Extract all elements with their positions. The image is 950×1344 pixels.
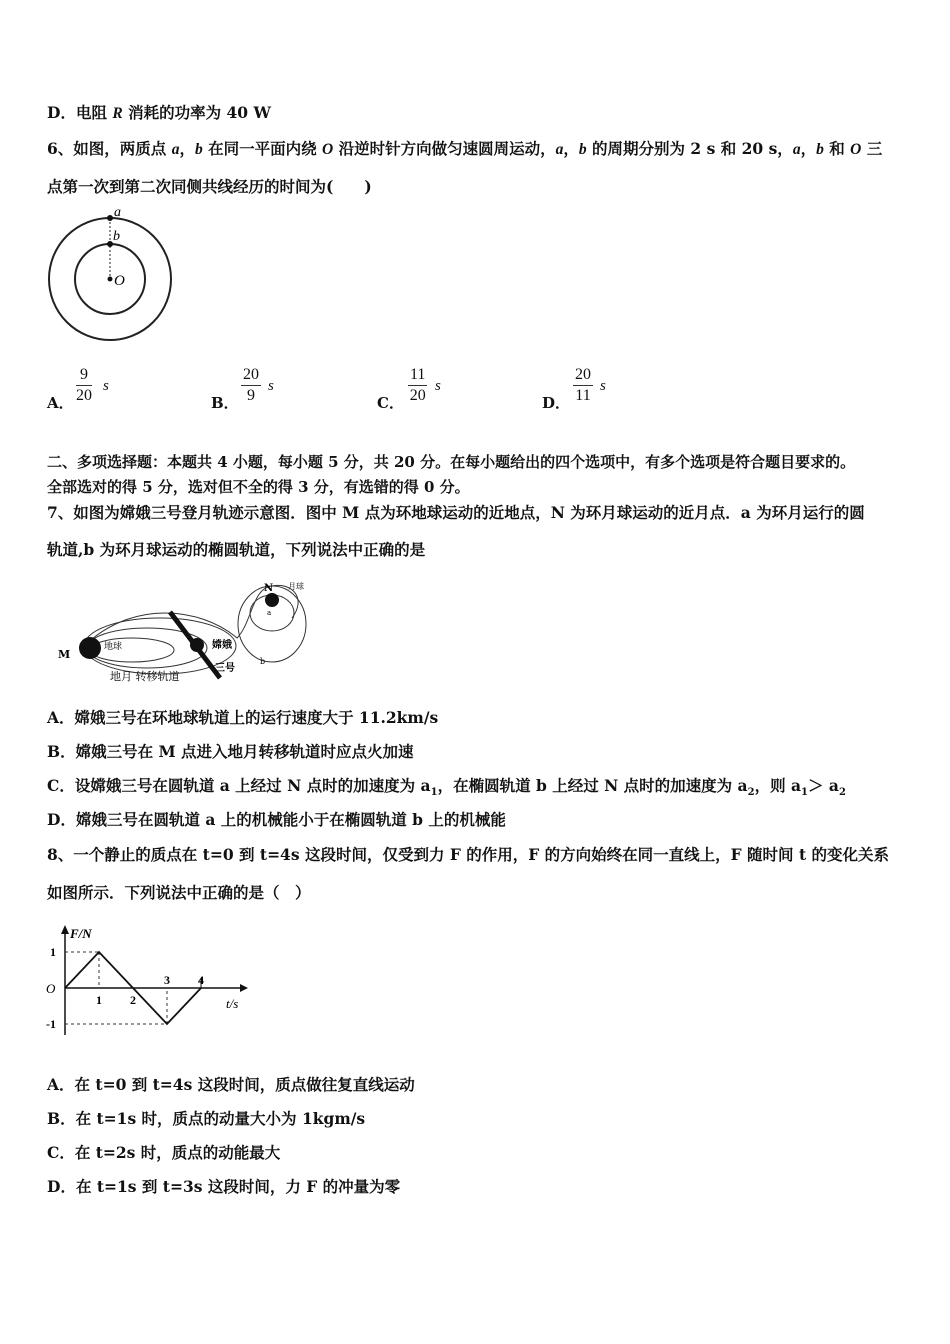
point-a (107, 215, 113, 221)
denominator: 9 (247, 387, 255, 404)
q6-text: 三 (861, 139, 883, 158)
option-text: 设嫦娥三号在圆轨道 a 上经过 N 点时的加速度为 a (74, 776, 431, 795)
option-text: 在 t=1s 时，质点的动量大小为 1kgm/s (75, 1109, 366, 1128)
y-tick-label: -1 (46, 1017, 56, 1031)
numerator: 9 (76, 366, 92, 386)
fraction (408, 366, 427, 405)
section2-heading-line2: 全部选对的得 5 分，选对但不全的得 3 分，有选错的得 0 分。 (47, 478, 470, 496)
q6-var: a (555, 141, 564, 158)
q6-var: a (171, 141, 180, 158)
q6-text: ， (179, 139, 195, 158)
subscript: 1 (801, 787, 808, 799)
label-m: M (58, 648, 71, 661)
x-tick-label: 4 (198, 973, 204, 987)
q6-var: a (792, 141, 801, 158)
label-transfer: 地月 转移轨道 (110, 670, 180, 683)
option-text: 在 t=0 到 t=4s 这段时间，质点做往复直线运动 (74, 1075, 415, 1094)
label-a: a (114, 205, 121, 220)
option-text: 嫦娥三号在环地球轨道上的运行速度大于 11.2km/s (74, 708, 439, 727)
q8-force-time-chart (40, 920, 250, 1050)
option-label: D． (542, 394, 571, 412)
q7-option-a[interactable] (47, 706, 438, 728)
option-label: C． (47, 776, 75, 795)
denominator: 11 (575, 387, 591, 404)
option-text: 在 t=2s 时，质点的动能最大 (74, 1143, 281, 1162)
label-a: a (267, 609, 272, 617)
q6-text: 沿逆时针方向做匀速圆周运动， (333, 139, 556, 158)
numerator: 20 (241, 366, 261, 386)
unit: s (435, 378, 441, 394)
q5-option-d-label: D． (47, 103, 76, 122)
q5-option-d-pre: 电阻 (75, 103, 113, 122)
label-b: b (260, 657, 266, 666)
q6-stem-line1 (47, 137, 882, 159)
label-b: b (113, 229, 120, 244)
x-tick-label: 1 (96, 993, 102, 1007)
q6-text: 在同一平面内绕 (202, 139, 322, 158)
option-label: B． (47, 1109, 76, 1128)
q7-trajectory-figure (52, 578, 322, 688)
fraction (76, 366, 92, 405)
q5-option-d-var: R (112, 105, 123, 122)
q8-stem-line2: 如图所示．下列说法中正确的是（ ） (47, 883, 311, 902)
y-axis-label: F/N (70, 926, 92, 941)
q7-stem-line1: 7、如图为嫦娥三号登月轨迹示意图．图中 M 点为环地球运动的近地点，N 为环月球运动的近月点．a 为环月运行的圆 (47, 503, 865, 522)
q8-stem-line1: 8、一个静止的质点在 t=0 到 t=4s 这段时间，仅受到力 F 的作用，F 的方向始终在同一直线上，F 随时间 t 的变化关系 (47, 845, 890, 864)
earth (79, 637, 101, 659)
spacecraft (190, 638, 204, 652)
q8-option-c[interactable] (47, 1141, 280, 1163)
option-text: ，在椭圆轨道 b 上经过 N 点时的加速度为 a (437, 776, 748, 795)
q7-option-b[interactable] (47, 740, 414, 762)
option-text: 嫦娥三号在 M 点进入地月转移轨道时应点火加速 (75, 742, 414, 761)
numerator: 20 (573, 366, 593, 386)
q6-text: 6、如图，两质点 (47, 139, 172, 158)
q6-text: ， (563, 139, 579, 158)
q6-var: O (850, 141, 862, 158)
option-label: D． (47, 810, 76, 829)
q8-option-d[interactable] (47, 1175, 400, 1197)
option-label: B． (211, 394, 239, 412)
q6-text: 和 (823, 139, 851, 158)
q8-option-a[interactable] (47, 1073, 415, 1095)
subscript: 2 (838, 787, 846, 799)
option-label: D． (47, 1177, 76, 1196)
option-label: C． (377, 394, 404, 412)
q6-var: b (578, 141, 587, 158)
option-label: C． (47, 1143, 75, 1162)
numerator: 11 (408, 366, 427, 386)
label-change2: 三号 (215, 663, 235, 674)
option-text: ＞ a (808, 776, 839, 795)
option-label: B． (47, 742, 76, 761)
q6-circles-figure (45, 205, 175, 345)
q6-var: b (816, 141, 824, 158)
q7-option-d[interactable] (47, 808, 506, 830)
q5-option-d (47, 101, 271, 123)
q6-text: ， (800, 139, 817, 158)
label-o: O (114, 273, 125, 289)
x-axis-label: t/s (226, 996, 239, 1011)
unit: s (600, 378, 606, 394)
unit: s (268, 378, 274, 394)
label-change1: 嫦娥 (212, 640, 232, 651)
option-text: ，则 a (754, 776, 802, 795)
center-o (108, 277, 113, 282)
q7-stem-line2: 轨道,b 为环月球运动的椭圆轨道，下列说法中正确的是 (47, 540, 426, 559)
x-tick-label: 3 (164, 973, 170, 987)
fraction (573, 366, 593, 405)
label-earth: 地球 (104, 642, 123, 652)
fraction (241, 366, 261, 405)
section2-heading-line1: 二、多项选择题：本题共 4 小题，每小题 5 分，共 20 分。在每小题给出的四个选项中，有多个选项是符合题目要求的。 (47, 453, 856, 471)
denominator: 20 (409, 387, 426, 404)
q5-option-d-post: 消耗的功率为 40 W (122, 103, 271, 122)
label-moon: 月球 (288, 582, 304, 591)
q6-var: O (322, 141, 334, 158)
x-axis-arrow (240, 984, 248, 992)
denominator: 20 (76, 387, 92, 404)
earth-orbit-1 (90, 638, 174, 662)
subscript: 2 (747, 787, 755, 799)
q8-option-b[interactable] (47, 1107, 365, 1129)
unit: s (103, 378, 109, 394)
option-label: A． (47, 708, 75, 727)
label-n: N (264, 583, 274, 594)
option-text: 嫦娥三号在圆轨道 a 上的机械能小于在椭圆轨道 b 上的机械能 (75, 810, 506, 829)
y-axis-arrow (61, 925, 69, 934)
origin-label: O (46, 981, 56, 996)
x-tick-label: 2 (130, 993, 136, 1007)
option-label: A． (47, 394, 74, 412)
option-text: 在 t=1s 到 t=3s 这段时间，力 F 的冲量为零 (75, 1177, 401, 1196)
subscript: 1 (430, 787, 438, 799)
moon (265, 593, 279, 607)
q6-var: b (194, 141, 203, 158)
q7-option-c[interactable] (47, 774, 846, 798)
option-label: A． (47, 1075, 75, 1094)
q6-stem-line2: 点第一次到第二次同侧共线经历的时间为( ) (47, 177, 372, 196)
q6-text: 的周期分别为 2 s 和 20 s， (586, 139, 793, 158)
y-tick-label: 1 (50, 945, 56, 959)
